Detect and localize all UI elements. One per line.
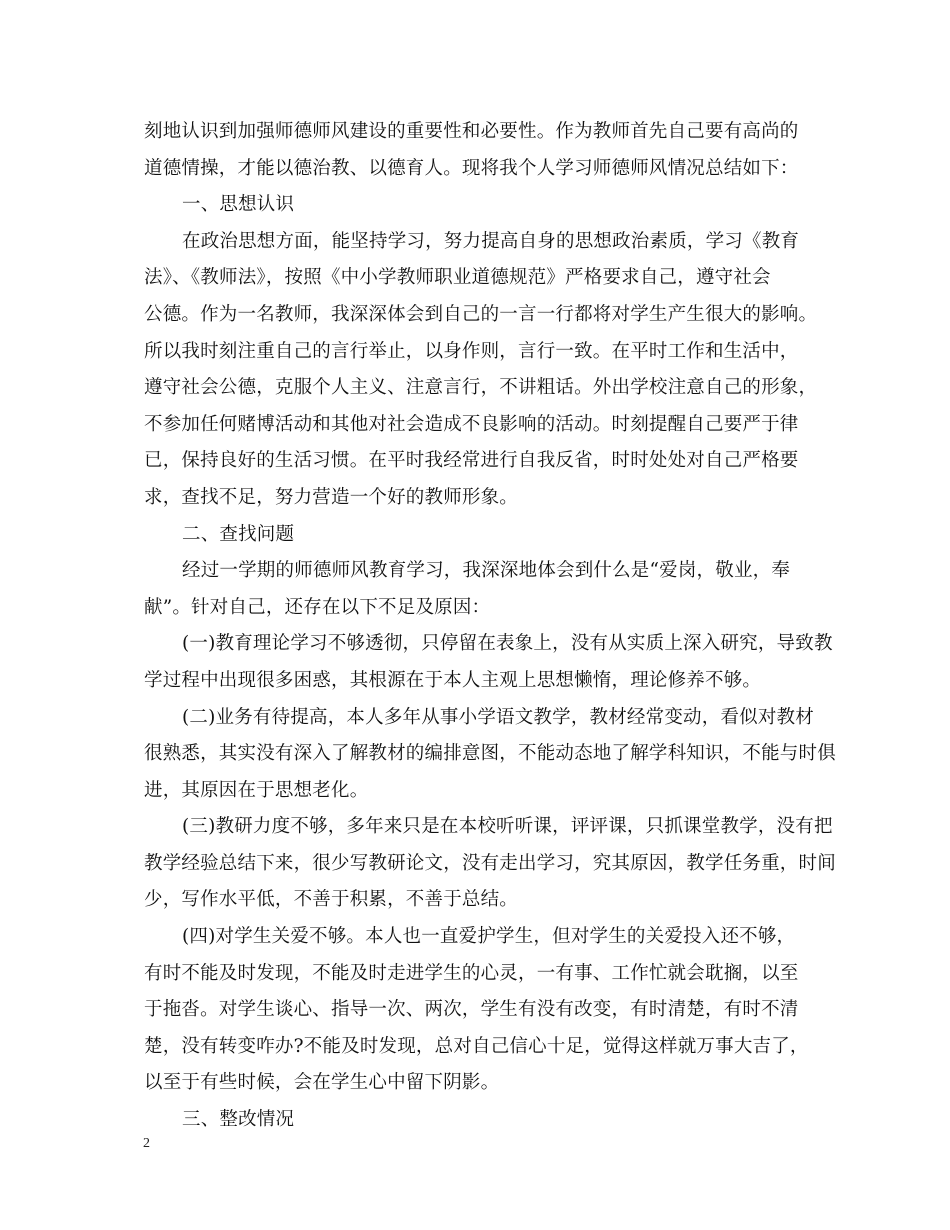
text-line: 求，查找不足，努力营造一个好的教师形象。 <box>144 486 519 508</box>
text-line: 法》、《教师法》，按照《中小学教师职业道德规范》严格要求自己，遵守社会 <box>144 267 771 289</box>
text-line: (二)业务有待提高，本人多年从事小学语文教学，教材经常变动，看似对教材 <box>182 706 814 728</box>
text-line: 献”。针对自己，还存在以下不足及原因： <box>144 596 491 618</box>
text-line: 进，其原因在于思想老化。 <box>144 779 369 801</box>
text-line: 于拖沓。对学生谈心、指导一次、两次，学生有没有改变，有时清楚，有时不清 <box>144 999 799 1021</box>
text-line: 所以我时刻注重自己的言行举止，以身作则，言行一致。在平时工作和生活中， <box>144 340 799 362</box>
text-line: 道德情操，才能以德治教、以德育人。现将我个人学习师德师风情况总结如下： <box>144 157 799 179</box>
text-line: (三)教研力度不够，多年来只是在本校听听课，评评课，只抓课堂教学，没有把 <box>182 816 833 838</box>
text-line: 少，写作水平低，不善于积累，不善于总结。 <box>144 889 519 911</box>
text-line: 以至于有些时候，会在学生心中留下阴影。 <box>144 1072 500 1094</box>
text-line: (一)教育理论学习不够透彻，只停留在表象上，没有从实质上深入研究，导致教 <box>182 633 833 655</box>
section-heading: 二、查找问题 <box>182 523 295 545</box>
text-line: 很熟悉，其实没有深入了解教材的编排意图，不能动态地了解学科知识，不能与时俱 <box>144 743 836 765</box>
text-line: 经过一学期的师德师风教育学习，我深深地体会到什么是“爱岗，敬业，奉 <box>182 560 791 582</box>
page-number: 2 <box>143 1136 150 1151</box>
text-line: 有时不能及时发现，不能及时走进学生的心灵，一有事、工作忙就会耽搁，以至 <box>144 962 799 984</box>
text-line: 刻地认识到加强师德师风建设的重要性和必要性。作为教师首先自己要有高尚的 <box>144 121 799 142</box>
text-line: 公德。作为一名教师，我深深体会到自己的一言一行都将对学生产生很大的影响。 <box>144 303 818 325</box>
section-heading: 一、思想认识 <box>182 194 295 216</box>
text-line: 已，保持良好的生活习惯。在平时我经常进行自我反省，时时处处对自己严格要 <box>144 450 799 472</box>
text-line: 在政治思想方面，能坚持学习，努力提高自身的思想政治素质，学习《教育 <box>182 230 800 252</box>
document-body <box>144 114 836 1139</box>
section-heading: 三、整改情况 <box>182 1109 295 1131</box>
text-line: 楚，没有转变咋办?不能及时发现，总对自己信心十足，觉得这样就万事大吉了， <box>144 1035 809 1057</box>
text-line: 学过程中出现很多困惑，其根源在于本人主观上思想懒惰，理论修养不够。 <box>144 669 762 691</box>
text-line: 教学经验总结下来，很少写教研论文，没有走出学习，究其原因，教学任务重，时间 <box>144 852 836 874</box>
text-line: (四)对学生关爱不够。本人也一直爱护学生，但对学生的关爱投入还不够， <box>182 926 796 948</box>
text-line: 不参加任何赌博活动和其他对社会造成不良影响的活动。时刻提醒自己要严于律 <box>144 413 799 435</box>
text-line: 遵守社会公德，克服个人主义、注意言行，不讲粗话。外出学校注意自己的形象， <box>144 377 818 399</box>
